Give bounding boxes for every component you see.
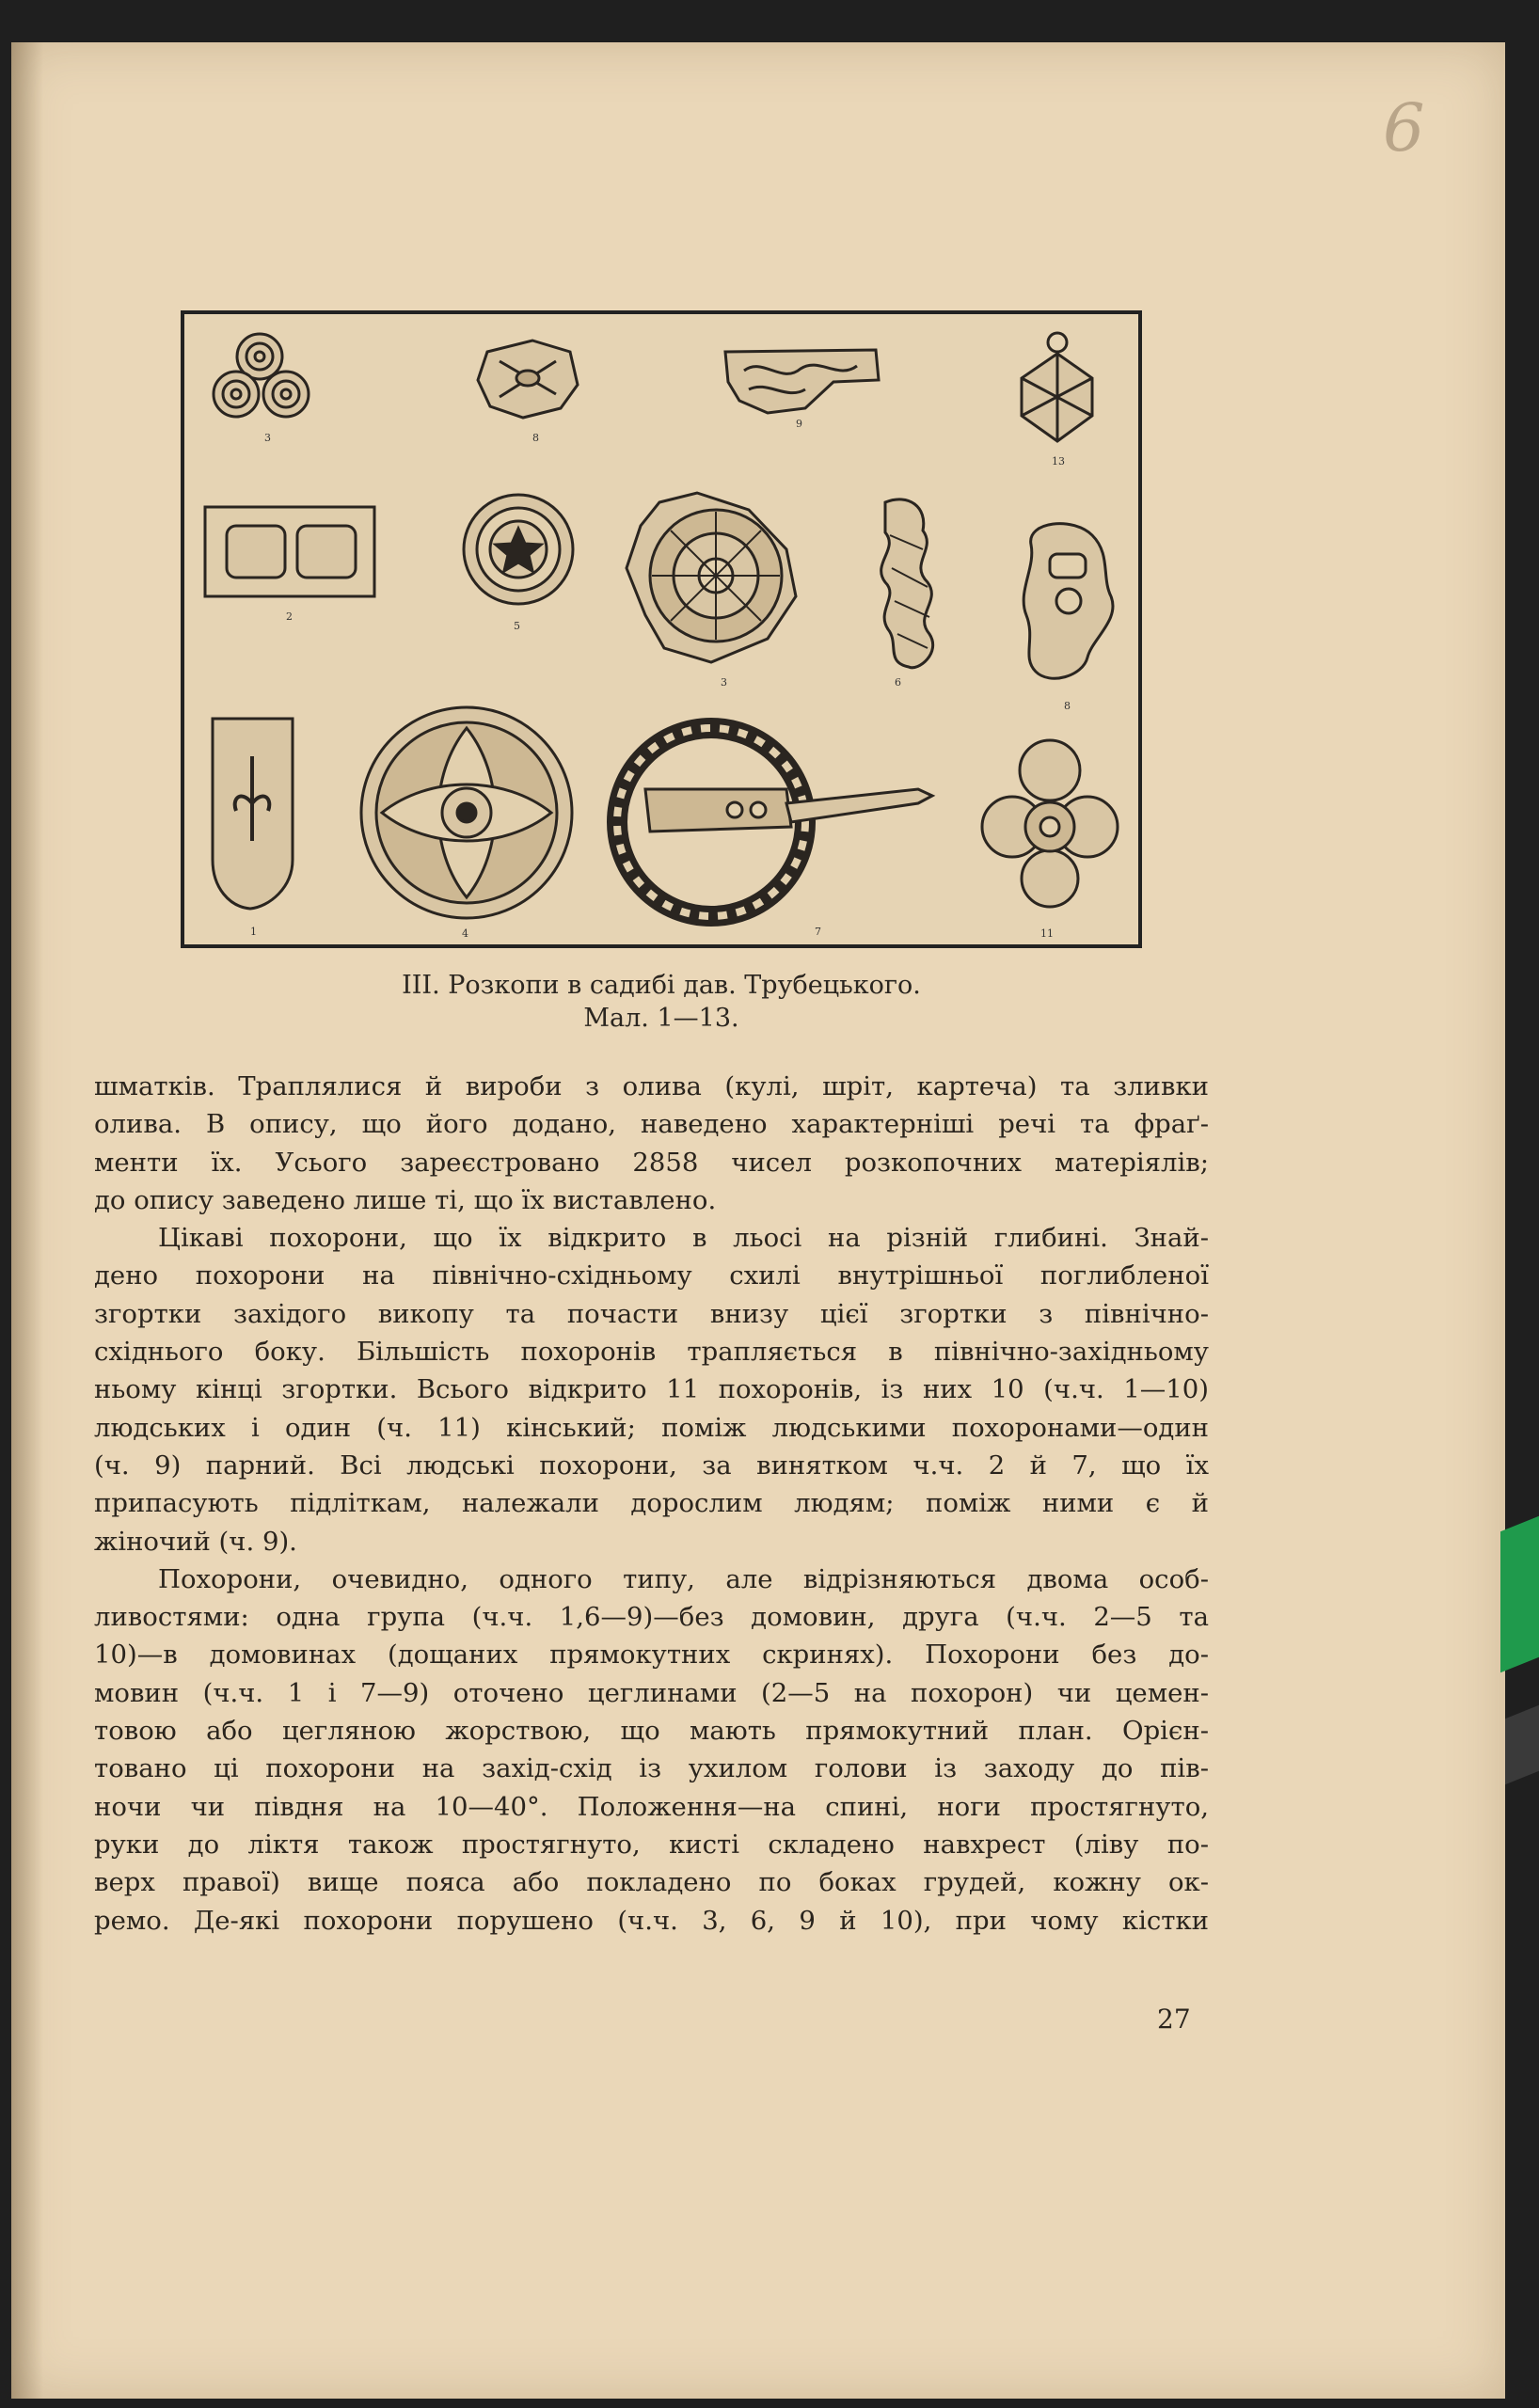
text-line: ремо. Де-які похорони порушено (ч.ч. 3, 6, 9 й 10), при чому кістки xyxy=(94,1905,1209,1936)
caption-line-1: III. Розкопи в садибі дав. Трубецького. xyxy=(402,971,921,1000)
text-line: людських і один (ч. 11) кінський; поміж людськими похоронами—один xyxy=(94,1412,1209,1443)
fig-label-1: 1 xyxy=(250,926,257,938)
text-line: дено похорони на північно-східньому схилі внутрішньої поглибленої xyxy=(94,1260,1209,1291)
fig-label-3: 3 xyxy=(264,432,271,444)
text-line: верх правої) вище пояса або покладено по боках грудей, кожну ок- xyxy=(94,1867,1209,1898)
double-loop-buckle xyxy=(205,507,374,596)
green-bookmark-tab xyxy=(1500,1516,1539,1673)
ring-buckle xyxy=(617,728,932,916)
faceted-pendant xyxy=(1022,333,1092,441)
fig-label-9: 9 xyxy=(796,418,802,430)
caption-line-2: Мал. 1—13. xyxy=(583,1004,739,1033)
text-line: ночи чи півдня на 10—40°. Положення—на спині, ноги простягнуто, xyxy=(94,1791,1209,1822)
round-rosette-disc xyxy=(361,707,572,918)
text-line: 10)—в домовинах (дощаних прямокутних скринях). Похорони без до- xyxy=(94,1640,1209,1671)
text-line: згортки західого викопу та почасти внизу цієї згортки з північно- xyxy=(94,1298,1209,1329)
fig-label-8b: 8 xyxy=(1064,700,1071,712)
text-line: (ч. 9) парний. Всі людські похорони, за винятком ч.ч. 2 й 7, що їх xyxy=(94,1450,1209,1481)
text-line: східнього боку. Більшість похоронів трапляється в північно-західньому xyxy=(94,1337,1209,1368)
artifact-drawings xyxy=(184,314,1138,944)
ornamented-strap-end xyxy=(725,350,879,413)
twisted-pendant xyxy=(881,499,933,668)
text-line: ньому кінці згортки. Всього відкрито 11 похоронів, із них 10 (ч.ч. 1—10) xyxy=(94,1374,1209,1405)
rosette-disc-fragment xyxy=(627,493,796,662)
triple-spiral-plate xyxy=(214,334,309,417)
fig-label-2: 2 xyxy=(286,610,293,623)
text-line: олива. В опису, що його додано, наведено характерніші речі та фраґ- xyxy=(94,1109,1209,1140)
text-line: мовин (ч.ч. 1 і 7—9) оточено цеглинами (2—5 на похорон) чи цемен- xyxy=(94,1677,1209,1708)
openwork-plate xyxy=(1023,524,1113,679)
text-line: до опису заведено лише ті, що їх виставлено. xyxy=(94,1184,717,1215)
fig-label-4: 4 xyxy=(462,927,468,940)
dark-bookmark-tab xyxy=(1505,1705,1539,1785)
text-line: товано ці похорони на захід-схід із ухилом голови із заходу до пів- xyxy=(94,1753,1209,1784)
fig-label-11: 11 xyxy=(1040,927,1054,940)
text-line: Похорони, очевидно, одного типу, але відрізняються двома особ- xyxy=(158,1563,1209,1594)
fig-label-13: 13 xyxy=(1052,455,1065,467)
text-line: Цікаві похорони, що їх відкрито в льосі на різній глибині. Знай- xyxy=(158,1223,1209,1254)
text-line: товою або цегляною жорствою, що мають прямокутний план. Орієн- xyxy=(94,1716,1209,1747)
artifact-plate-figure xyxy=(181,310,1142,948)
page-gutter-shadow xyxy=(11,42,43,2399)
text-line: ливостями: одна група (ч.ч. 1,6—9)—без домовин, друга (ч.ч. 2—5 та xyxy=(94,1602,1209,1633)
text-line: припасують підліткам, належали дорослим людям; поміж ними є й xyxy=(94,1488,1209,1519)
fig-label-7: 7 xyxy=(815,926,821,938)
shield-plaque xyxy=(213,719,293,909)
page-number: 27 xyxy=(1157,2004,1191,2035)
flower-mount xyxy=(982,740,1118,907)
text-line: шматків. Траплялися й вироби з олива (кулі, шріт, картеча) та зливки xyxy=(94,1071,1209,1101)
text-line: руки до ліктя також простягнуто, кисті складено навхрест (ліву по- xyxy=(94,1829,1209,1860)
text-line: жіночий (ч. 9). xyxy=(94,1526,297,1557)
fig-label-6: 6 xyxy=(895,676,901,689)
star-button xyxy=(464,495,573,604)
text-line: менти їх. Усього зареєстровано 2858 чисел розкопочних матеріялів; xyxy=(94,1147,1209,1178)
figure-caption xyxy=(181,969,1142,1035)
fig-label-5: 5 xyxy=(514,620,520,632)
fig-label-3b: 3 xyxy=(721,676,727,689)
fig-label-8: 8 xyxy=(532,432,539,444)
pencil-page-mark: 6 xyxy=(1383,89,1425,166)
body-text xyxy=(94,1068,1209,1940)
openwork-fragment xyxy=(478,341,578,418)
